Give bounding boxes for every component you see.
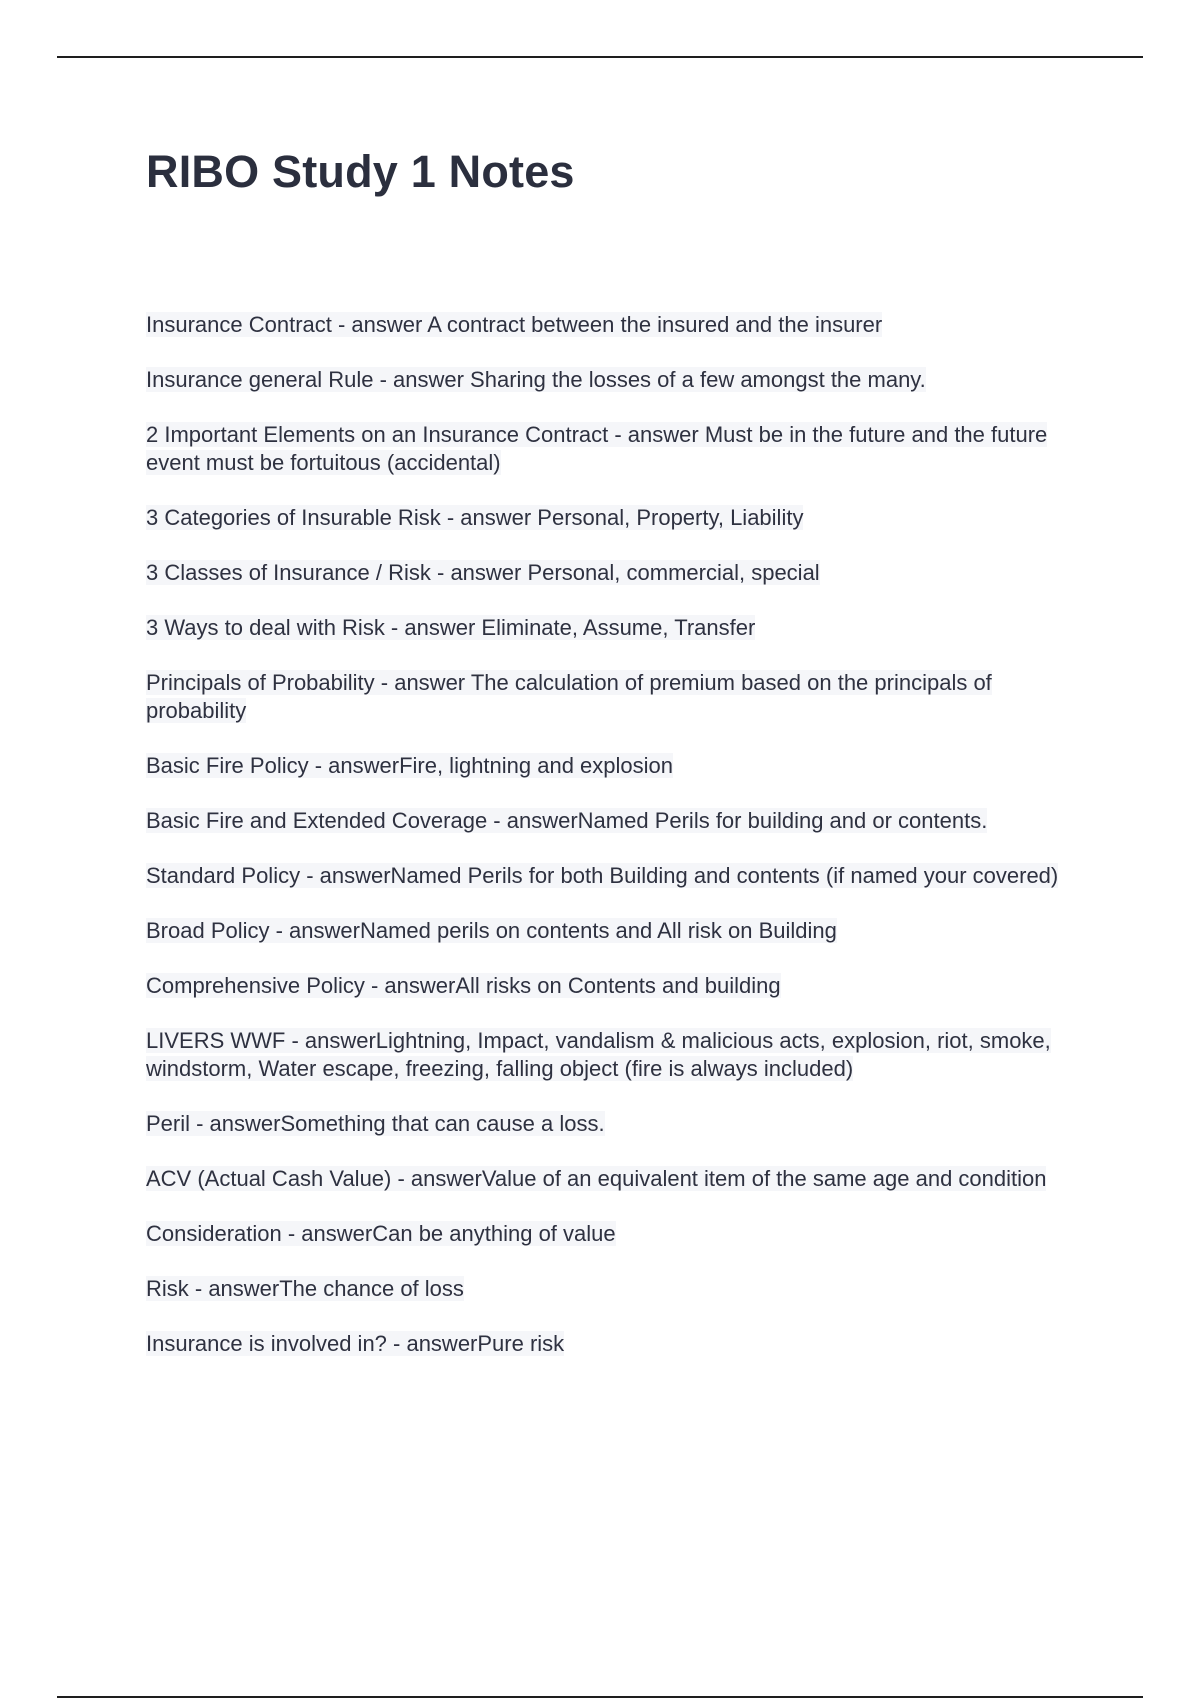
qa-item [146,559,1086,587]
qa-item [146,917,1086,945]
qa-item [146,421,1086,477]
qa-item [146,862,1086,890]
qa-text: Standard Policy - answerNamed Perils for both Building and contents (if named your covered) [146,863,1059,888]
qa-text: Peril - answerSomething that can cause a loss. [146,1111,605,1136]
qa-text: Insurance is involved in? - answerPure risk [146,1331,565,1356]
qa-item [146,669,1086,725]
qa-text: 3 Classes of Insurance / Risk - answer Personal, commercial, special [146,560,820,585]
qa-item [146,614,1086,642]
qa-text: Basic Fire and Extended Coverage - answerNamed Perils for building and or contents. [146,808,988,833]
qa-item [146,1220,1086,1248]
qa-item [146,366,1086,394]
qa-text: 2 Important Elements on an Insurance Contract - answer Must be in the future and the future event must be fortuitous (accidental) [146,422,1048,475]
qa-item [146,1165,1086,1193]
qa-item [146,1110,1086,1138]
qa-text: Risk - answerThe chance of loss [146,1276,464,1301]
qa-text: ACV (Actual Cash Value) - answerValue of an equivalent item of the same age and condition [146,1166,1047,1191]
top-rule [57,56,1143,58]
qa-item [146,1330,1086,1358]
qa-item [146,1275,1086,1303]
qa-item [146,311,1086,339]
qa-text: Insurance Contract - answer A contract between the insured and the insurer [146,312,883,337]
qa-text: LIVERS WWF - answerLightning, Impact, vandalism & malicious acts, explosion, riot, smoke, windstorm, Water escape, freezing, falling object (fire is always included) [146,1028,1051,1081]
qa-text: Broad Policy - answerNamed perils on contents and All risk on Building [146,918,837,943]
qa-list [146,311,1086,1385]
qa-item [146,807,1086,835]
qa-text: Basic Fire Policy - answerFire, lightning and explosion [146,753,674,778]
qa-item [146,1027,1086,1083]
qa-item [146,972,1086,1000]
bottom-rule [57,1696,1143,1698]
qa-text: 3 Ways to deal with Risk - answer Eliminate, Assume, Transfer [146,615,756,640]
qa-item [146,752,1086,780]
qa-item [146,504,1086,532]
qa-text: Principals of Probability - answer The calculation of premium based on the principals of probability [146,670,992,723]
qa-text: Insurance general Rule - answer Sharing the losses of a few amongst the many. [146,367,926,392]
qa-text: Comprehensive Policy - answerAll risks on Contents and building [146,973,781,998]
qa-text: 3 Categories of Insurable Risk - answer Personal, Property, Liability [146,505,804,530]
qa-text: Consideration - answerCan be anything of value [146,1221,616,1246]
page-title: RIBO Study 1 Notes [146,146,575,197]
